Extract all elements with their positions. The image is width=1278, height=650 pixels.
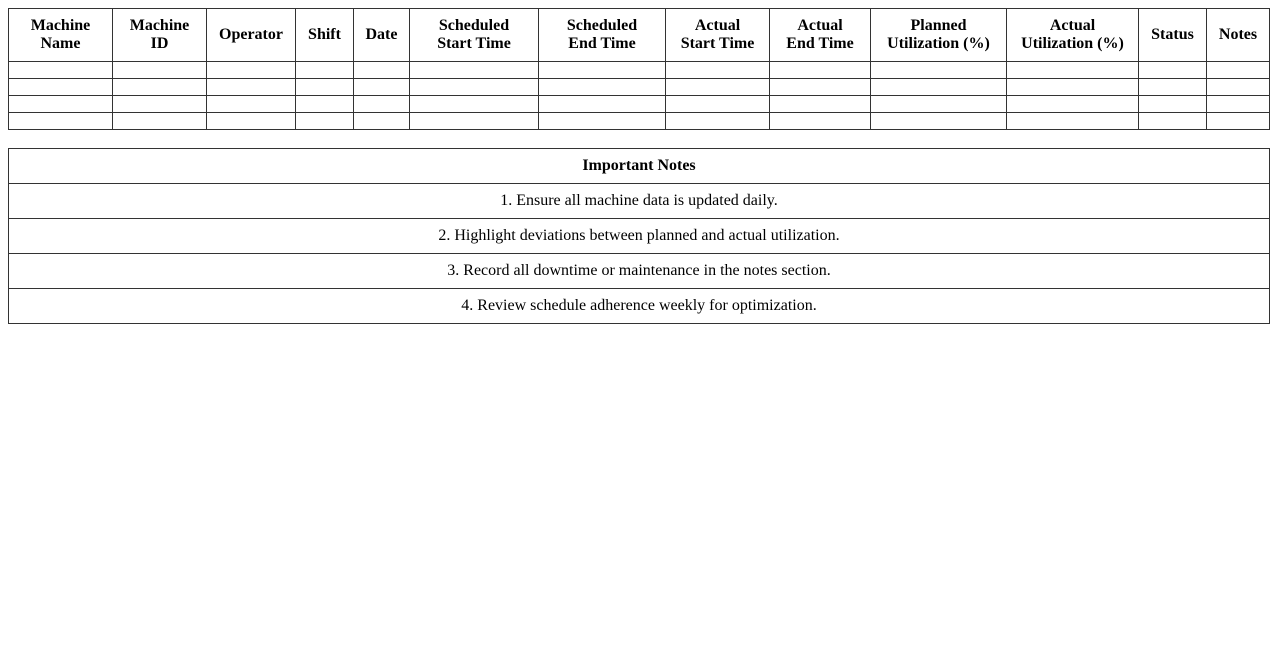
table-cell[interactable]: [871, 96, 1007, 113]
table-cell[interactable]: [410, 62, 539, 79]
col-header-actual-start: [666, 9, 770, 62]
header-text: Actual: [694, 17, 741, 34]
header-text: Actual: [797, 17, 843, 34]
table-cell[interactable]: [1207, 96, 1270, 113]
table-cell[interactable]: [296, 79, 354, 96]
table-cell[interactable]: [1207, 62, 1270, 79]
header-row: [9, 9, 1270, 62]
col-header-planned-utilization: [871, 9, 1007, 62]
table-cell[interactable]: [207, 79, 296, 96]
col-header-shift: [296, 9, 354, 62]
table-cell[interactable]: [207, 113, 296, 130]
header-text: Shift: [308, 26, 341, 43]
table-cell[interactable]: [539, 96, 666, 113]
table-row: [9, 113, 1270, 130]
note-item: 4. Review schedule adherence weekly for optimization.: [9, 289, 1270, 324]
table-cell[interactable]: [113, 96, 207, 113]
table-cell[interactable]: [9, 96, 113, 113]
header-text: Machine: [30, 17, 91, 34]
col-header-machine-name: [9, 9, 113, 62]
note-row: [9, 184, 1270, 219]
table-cell[interactable]: [296, 113, 354, 130]
table-cell[interactable]: [207, 62, 296, 79]
col-header-machine-id: [113, 9, 207, 62]
table-cell[interactable]: [871, 62, 1007, 79]
table-cell[interactable]: [871, 79, 1007, 96]
table-cell[interactable]: [1139, 113, 1207, 130]
table-cell[interactable]: [1007, 62, 1139, 79]
table-cell[interactable]: [1007, 113, 1139, 130]
col-header-actual-end: [770, 9, 871, 62]
header-text: Utilization (%): [887, 35, 990, 52]
table-cell[interactable]: [539, 62, 666, 79]
table-cell[interactable]: [410, 113, 539, 130]
header-text: Scheduled: [438, 17, 510, 34]
table-cell[interactable]: [770, 96, 871, 113]
important-notes-table: [8, 148, 1270, 324]
note-row: [9, 219, 1270, 254]
table-cell[interactable]: [113, 113, 207, 130]
table-cell[interactable]: [113, 79, 207, 96]
header-text: Operator: [219, 26, 283, 43]
note-item: 2. Highlight deviations between planned and actual utilization.: [9, 219, 1270, 254]
table-cell[interactable]: [666, 79, 770, 96]
table-cell[interactable]: [871, 113, 1007, 130]
table-cell[interactable]: [666, 62, 770, 79]
header-text: Planned: [910, 17, 967, 34]
col-header-status: [1139, 9, 1207, 62]
header-text: ID: [150, 35, 169, 52]
header-text: Machine: [129, 17, 190, 34]
table-cell[interactable]: [9, 62, 113, 79]
table-cell[interactable]: [354, 113, 410, 130]
col-header-actual-utilization: [1007, 9, 1139, 62]
col-header-date: [354, 9, 410, 62]
table-cell[interactable]: [1139, 62, 1207, 79]
machine-schedule-table: [8, 8, 1270, 130]
table-cell[interactable]: [296, 96, 354, 113]
notes-header-row: [9, 149, 1270, 184]
header-text: End Time: [568, 35, 636, 52]
table-cell[interactable]: [539, 79, 666, 96]
table-cell[interactable]: [410, 96, 539, 113]
notes-title: Important Notes: [9, 149, 1270, 184]
header-text: Status: [1151, 26, 1194, 43]
table-cell[interactable]: [666, 113, 770, 130]
table-cell[interactable]: [1139, 96, 1207, 113]
header-text: Start Time: [437, 35, 511, 52]
table-cell[interactable]: [9, 79, 113, 96]
table-cell[interactable]: [770, 113, 871, 130]
col-header-scheduled-start: [410, 9, 539, 62]
table-cell[interactable]: [770, 62, 871, 79]
table-cell[interactable]: [770, 79, 871, 96]
col-header-notes: [1207, 9, 1270, 62]
header-text: Notes: [1218, 26, 1258, 43]
table-row: [9, 62, 1270, 79]
table-cell[interactable]: [296, 62, 354, 79]
table-cell[interactable]: [113, 62, 207, 79]
table-cell[interactable]: [354, 62, 410, 79]
header-text: Date: [365, 26, 398, 43]
table-cell[interactable]: [1139, 79, 1207, 96]
header-text: End Time: [786, 35, 854, 52]
header-text: Scheduled: [566, 17, 638, 34]
note-item: 1. Ensure all machine data is updated daily.: [9, 184, 1270, 219]
note-row: [9, 254, 1270, 289]
table-cell[interactable]: [354, 79, 410, 96]
table-cell[interactable]: [539, 113, 666, 130]
table-cell[interactable]: [1207, 113, 1270, 130]
header-text: Name: [40, 35, 81, 52]
table-cell[interactable]: [410, 79, 539, 96]
table-cell[interactable]: [9, 113, 113, 130]
table-cell[interactable]: [1207, 79, 1270, 96]
table-cell[interactable]: [1007, 79, 1139, 96]
table-cell[interactable]: [207, 96, 296, 113]
table-row: [9, 79, 1270, 96]
note-item: 3. Record all downtime or maintenance in the notes section.: [9, 254, 1270, 289]
header-text: Start Time: [680, 35, 755, 52]
table-cell[interactable]: [666, 96, 770, 113]
table-cell[interactable]: [354, 96, 410, 113]
header-text: Utilization (%): [1021, 35, 1124, 52]
col-header-scheduled-end: [539, 9, 666, 62]
note-row: [9, 289, 1270, 324]
header-text: Actual: [1049, 17, 1096, 34]
table-row: [9, 96, 1270, 113]
table-cell[interactable]: [1007, 96, 1139, 113]
col-header-operator: [207, 9, 296, 62]
